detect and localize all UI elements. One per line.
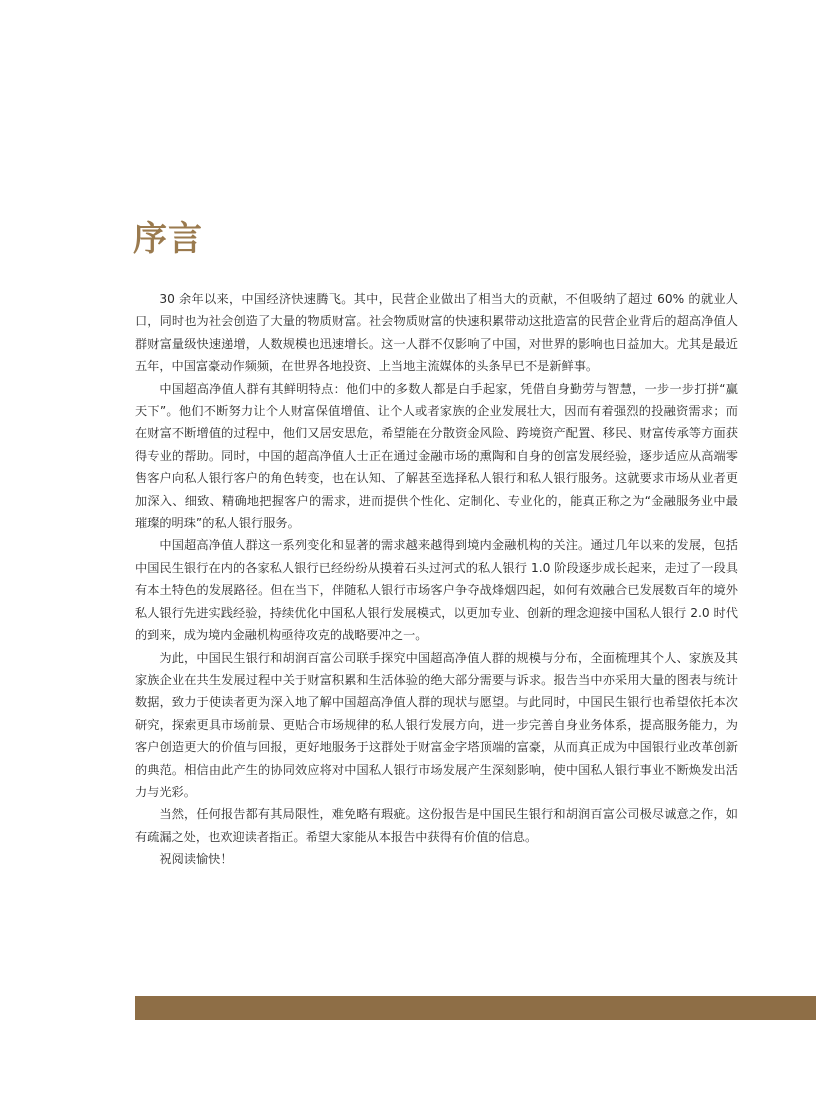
paragraph-3: 中国超高净值人群这一系列变化和显著的需求越来越得到境内金融机构的关注。通过几年以来的发展，包括中国民生银行在内的各家私人银行已经纷纷从摸着石头过河式的私人银行 1.0 阶段逐步成长起来，走过了一段具有本土特色的发展路径。但在当下，伴随私人银行市场客户争夺战烽烟四起，如何有效融合已发展数百年的境外私人银行先进实践经验，持续优化中国私人银行发展模式，以更加专业、创新的理念迎接中国私人银行 2.0 时代的到来，成为境内金融机构亟待攻克的战略要冲之一。: [135, 538, 738, 643]
paragraph-4: 为此，中国民生银行和胡润百富公司联手探究中国超高净值人群的规模与分布，全面梳理其个人、家族及其家族企业在共生发展过程中关于财富积累和生活体验的绝大部分需要与诉求。报告当中亦采用大量的图表与统计数据，致力于使读者更为深入地了解中国超高净值人群的现状与愿望。与此同时，中国民生银行也希望依托本次研究，探索更具市场前景、更贴合市场规律的私人银行发展方向，进一步完善自身业务体系，提高服务能力，为客户创造更大的价值与回报，更好地服务于这群处于财富金字塔顶端的富豪，从而真正成为中国银行业改革创新的典范。相信由此产生的协同效应将对中国私人银行市场发展产生深刻影响，使中国私人银行事业不断焕发出活力与光彩。: [135, 650, 738, 799]
preface-body: [135, 288, 738, 871]
footer-decorative-bar: [135, 996, 816, 1020]
paragraph-6: 祝阅读愉快！: [159, 852, 233, 867]
paragraph-2: 中国超高净值人群有其鲜明特点：他们中的多数人都是白手起家，凭借自身勤劳与智慧，一步一步打拼“赢天下”。他们不断努力让个人财富保值增值、让个人或者家族的企业发展壮大，因而有着强烈的投融资需求；而在财富不断增值的过程中，他们又居安思危，希望能在分散资金风险、跨境资产配置、移民、财富传承等方面获得专业的帮助。同时，中国的超高净值人士正在通过金融市场的熏陶和自身的创富发展经验，逐步适应从高端零售客户向私人银行客户的角色转变，也在认知、了解甚至选择私人银行和私人银行服务。这就要求市场从业者更加深入、细致、精确地把握客户的需求，进而提供个性化、定制化、专业化的，能真正称之为“金融服务业中最璀璨的明珠”的私人银行服务。: [135, 381, 738, 531]
paragraph-1: 30 余年以来，中国经济快速腾飞。其中，民营企业做出了相当大的贡献，不但吸纳了超过 60% 的就业人口，同时也为社会创造了大量的物质财富。社会物质财富的快速积累带动这批造富的民营企业背后的超高净值人群财富量级快速递增，人数规模也迅速增长。这一人群不仅影响了中国，对世界的影响也日益加大。尤其是最近五年，中国富豪动作频频，在世界各地投资、上当地主流媒体的头条早已不是新鲜事。: [135, 292, 738, 374]
page-title: 序言: [133, 219, 203, 259]
paragraph-5: 当然，任何报告都有其局限性，难免略有瑕疵。这份报告是中国民生银行和胡润百富公司极尽诚意之作，如有疏漏之处，也欢迎读者指正。希望大家能从本报告中获得有价值的信息。: [135, 807, 738, 844]
